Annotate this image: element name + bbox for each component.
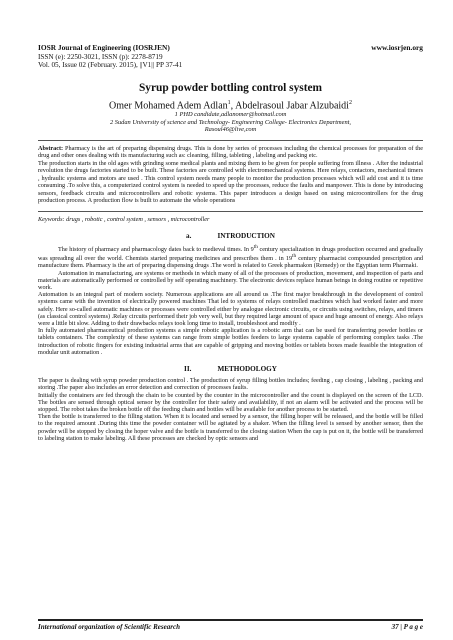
author-line [38,100,423,111]
affiliation-2: 2 Sudan University of science and Technology- Engineering College- Electronics Department, [109,118,352,126]
intro-para-1 [38,244,423,270]
section-heading-methodology [38,365,423,373]
paper-title: Syrup powder bottling control system [138,81,323,94]
section-title-introduction: INTRODUCTION [217,231,275,240]
section-title-methodology: METHODOLOGY [217,365,277,374]
issn-line: ISSN (e): 2250-3021, ISSN (p): 2278-8719 [38,52,163,61]
author-2-sup: 2 [348,99,352,106]
method-para-2: Initially the containers are fed through the chain to be counted by the counter in the microcontroller and the count is displayed on the screen of the LCD. The bottles are sensed through optical sensor by the controller for their safety and availability, if not an alarm will be activated and the process will be stopped. The robot takes the broken bottle off the feeding chain and bottles will be available for another process to be started. [38,391,423,413]
introduction-body [38,244,423,356]
intro-para-4: In fully automated pharmaceutical production systems a simple robotic application is a robotic arm that can be used for transferring powder bottles or tablets containers. The complexity of these systems can range from simple bottles feeders to large systems capable of performing complex tasks .The introduction of robotic fingers for existing industrial arms that are capable of gripping and moving bottles or tablets boxes made feasible the integration of modular unit automation . [38,327,423,356]
abstract-label: Abstract: [38,144,64,152]
author-2: Abdelrasoul Jabar Alzubaidi [235,100,349,112]
intro-sup-1: th [253,243,258,250]
method-para-1: The paper is dealing with syrup powder production control . The production of syrup filling bottles includes; feeding , cap closing , labeling , packing and storing .The paper also includes an error detection and correction of processes faults. [38,377,423,392]
top-divider [38,140,423,141]
intro-para-1-a: The history of pharmacy and pharmacology dates back to medieval times. In 9 [58,245,254,253]
intro-sup-2: th [292,253,297,260]
abstract-text-1: Pharmacy is the art of preparing dispensing drugs. This is done by series of processes including the chemical processes for preparation of the drug and other ones dealing with its manufacturing such as: cleaning, filling, tableting , labeling and packing etc. [38,144,423,160]
journal-website[interactable]: www.iosrjen.org [371,43,423,52]
volume-line: Vol. 05, Issue 02 (February. 2015), ||V1|| PP 37-41 [38,61,183,70]
author-1-sup: 1 [227,99,231,106]
affiliation-3: Rasoul46@live,com [204,126,257,134]
abstract-para-1 [38,145,423,160]
footer-page-number: 37 | P a g e [391,623,423,631]
author-1: Omer Mohamed Adem Adlan [109,100,228,112]
methodology-body [38,377,423,442]
keywords: Keywords: drugs , robotic , control system , sensors , microcontroller [38,215,210,223]
journal-header [38,44,423,53]
keywords-divider [38,211,423,212]
abstract [38,145,423,205]
method-para-3: Then the bottle is transferred to the filling station. When it is located and sensed by a sensor, the filling hoper will be released, and the bottle will be filled to the required amount .During this time the powder container will be agitated by a shaker. When the filling level is sensed by another sensor, then the powder will be stopped by closing the hoper valve and the bottle is transferred to the closing station When the cap is put on it, the bottle will be transferred to labeling station to make labeling. All these processes are checked by optic sensors and [38,413,423,442]
section-heading-introduction [38,232,423,240]
intro-para-1-c: century pharmacist compounded prescription and manufacture them. Pharmacy is the art of preparing dispensing drugs .The word is related to Greek pharmakon (Remedy) or the Egyptian term Pharmaki. [38,255,424,270]
affiliation-1: 1 PHD candidate,adlanomer@hotmail.com [174,111,287,119]
section-number-introduction: a. [186,231,192,240]
footer-organization: International organization of Scientific Research [38,623,180,631]
intro-para-3: Automation is an integral part of modern society. Numerous applications are all around us .The first major breakthrough in the development of control systems came with the invention of electrically powered machines That led to systems of relays controlled machines which had worked faster and more safely. Here so-called automatic machines or processes were controlled either by analogue electronic circuits, or circuits using switches, relays, and timers (as classical control systems) .Relay circuits performed their job very well, but they required large amount of space and huge amount of energy. Also relays were a little bit slow. Adding to their drawbacks relays took long time to install, troubleshoot and modify . [38,291,423,328]
author-separator: , [230,100,236,112]
abstract-para-2: The production starts in the old ages with grinding some medical plants and mixing them to be given for people suffering from illness . After the industrial revolution the drugs factories started to be built. These factories are controlled with electromechanical systems. Here relays, contactors, mechanical timers , hydraulic systems and motors are used . This control system needs many people to monitor the production processes which will add cost and it is time consuming .To solve this, a computerized control system is needed to speed up the processes, reduce the faults and manpower. This is done by introducing sensors, feedback circuits and microcontrollers and robotic systems. This paper introduces a design based on using microcontrollers for the drug production process. A production flow is built to automate the whole operations [38,159,423,205]
journal-header-left [38,44,170,53]
section-number-methodology: II. [184,365,192,374]
intro-para-1-b: century specialization in drugs production occurred and gradually was spreading all over the world. Chemists started preparing medicines and prescribes them . in 19 [38,245,423,263]
intro-para-2: Automation in manufacturing, are systems or methods in which many of all of the processes of production, movement, and inspection of parts and materials are automatically performed or controlled by self operating machinery. The electronic devices replace human beings in doing routine or repetitive work. [38,269,423,292]
journal-name: IOSR Journal of Engineering (IOSRJEN) [38,43,170,52]
page-footer [38,619,423,631]
